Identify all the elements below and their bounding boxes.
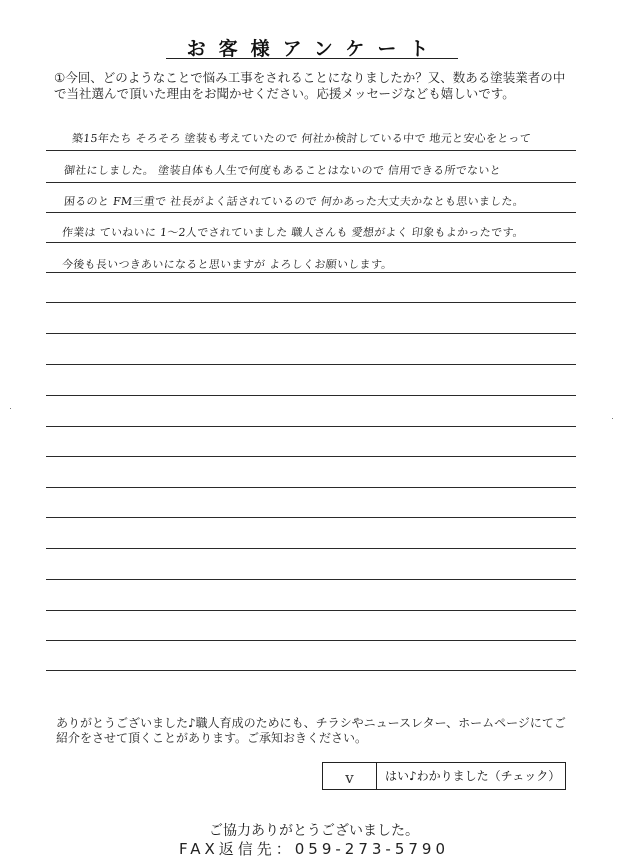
answer-line: 御社にしました。 塗装自体も人生で何度もあることはないので 信用できる所でないと bbox=[63, 164, 502, 177]
answer-rule bbox=[46, 242, 576, 243]
answer-rule bbox=[46, 272, 576, 273]
answer-line: 作業は ていねいに 1〜2人でされていました 職人さんも 愛想がよく 印象もよかったです。 bbox=[61, 226, 525, 239]
answer-rule bbox=[46, 395, 576, 396]
scan-speck bbox=[10, 408, 11, 409]
scan-speck bbox=[612, 418, 613, 419]
answer-rule bbox=[46, 517, 576, 518]
answer-rule bbox=[46, 212, 576, 213]
consent-label: はい♪わかりました（チェック） bbox=[385, 769, 561, 783]
answer-line: 困るのと FM三重で 社長がよく話されているので 何かあった大丈夫かなとも思いました。 bbox=[63, 195, 525, 208]
title-underline bbox=[166, 58, 458, 59]
publicity-notice: ありがとうございました♪職人育成のためにも、チラシやニュースレター、ホームページにてご紹介をさせて頂くことがあります。ご承知おきください。 bbox=[56, 716, 566, 745]
answer-rule bbox=[46, 333, 576, 334]
answer-rule bbox=[46, 456, 576, 457]
survey-title: お客様アンケート bbox=[186, 38, 442, 60]
answer-rule bbox=[46, 364, 576, 365]
question-text: ①今回、どのようなことで悩み工事をされることになりましたか？又、数ある塗装業者の中で当社選んで頂いた理由をお聞かせください。応援メッセージなども嬉しいです。 bbox=[54, 70, 566, 101]
answer-line: 築15年たち そろそろ 塗装も考えていたので 何社か検討している中で 地元と安心をとって bbox=[71, 132, 532, 145]
answer-rule bbox=[46, 670, 576, 671]
answer-line: 今後も長いつきあいになると思いますが よろしくお願いします。 bbox=[61, 258, 394, 271]
answer-rule bbox=[46, 487, 576, 488]
answer-rule bbox=[46, 426, 576, 427]
answer-rule bbox=[46, 548, 576, 549]
answer-rule bbox=[46, 302, 576, 303]
answer-rule bbox=[46, 640, 576, 641]
answer-rule bbox=[46, 150, 576, 151]
answer-rule bbox=[46, 610, 576, 611]
consent-checkbox-row bbox=[322, 762, 566, 790]
closing-thanks: ご協力ありがとうございました。 bbox=[209, 823, 419, 839]
answer-rule bbox=[46, 579, 576, 580]
answer-rule bbox=[46, 182, 576, 183]
consent-checkbox[interactable]: v bbox=[323, 763, 377, 789]
fax-number: FAX返信先：059-273-5790 bbox=[178, 840, 450, 858]
